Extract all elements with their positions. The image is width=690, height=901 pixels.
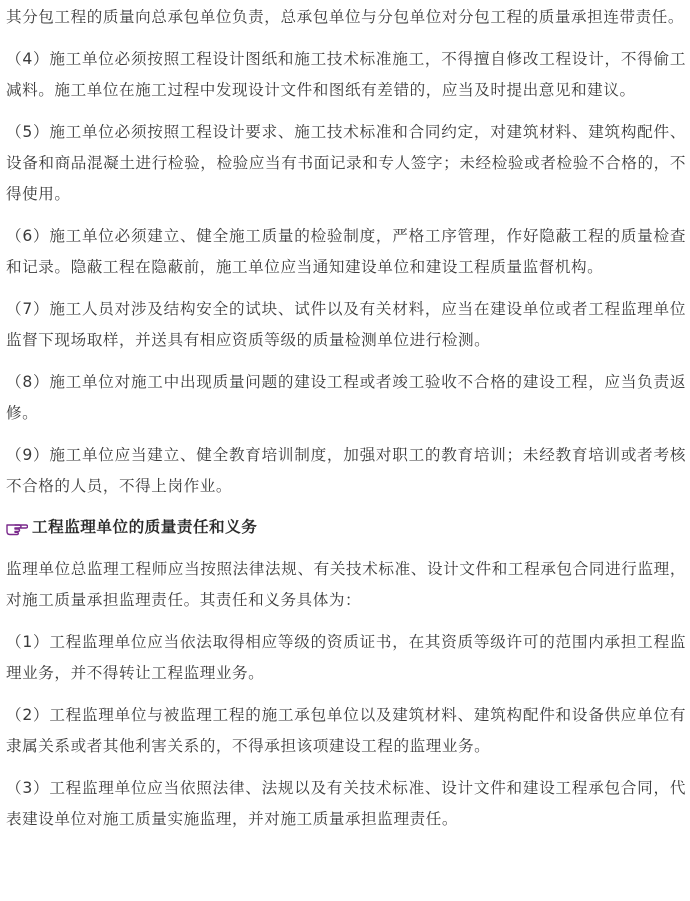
- paragraph-item-7: （7）施工人员对涉及结构安全的试块、试件以及有关材料，应当在建设单位或者工程监理单位监督下现场取样，并送具有相应资质等级的质量检测单位进行检测。: [6, 300, 686, 349]
- paragraph-item-6: （6）施工单位必须建立、健全施工质量的检验制度，严格工序管理，作好隐蔽工程的质量检查和记录。隐蔽工程在隐蔽前，施工单位应当通知建设单位和建设工程质量监督机构。: [6, 227, 686, 276]
- paragraph-item-9: （9）施工单位应当建立、健全教育培训制度，加强对职工的教育培训；未经教育培训或者考核不合格的人员，不得上岗作业。: [6, 446, 686, 495]
- paragraph-item-4: （4）施工单位必须按照工程设计图纸和施工技术标准施工，不得擅自修改工程设计，不得偷工减料。施工单位在施工过程中发现设计文件和图纸有差错的，应当及时提出意见和建议。: [6, 50, 686, 99]
- section-heading: [6, 512, 686, 543]
- section-heading-text: 工程监理单位的质量责任和义务: [32, 518, 258, 536]
- paragraph-intro: 监理单位总监理工程师应当按照法律法规、有关技术标准、设计文件和工程承包合同进行监理，对施工质量承担监理责任。其责任和义务具体为：: [6, 560, 686, 609]
- paragraph-supervision-1: （1）工程监理单位应当依法取得相应等级的资质证书，在其资质等级许可的范围内承担工程监理业务，并不得转让工程监理业务。: [6, 633, 686, 682]
- paragraph-item-5: （5）施工单位必须按照工程设计要求、施工技术标准和合同约定，对建筑材料、建筑构配件、设备和商品混凝土进行检验，检验应当有书面记录和专人签字；未经检验或者检验不合格的，不得使用。: [6, 123, 686, 203]
- paragraph-continuation: 其分包工程的质量向总承包单位负责，总承包单位与分包单位对分包工程的质量承担连带责任。: [6, 8, 685, 26]
- pointing-hand-icon: [6, 520, 28, 536]
- paragraph-supervision-2: （2）工程监理单位与被监理工程的施工承包单位以及建筑材料、建筑构配件和设备供应单位有隶属关系或者其他利害关系的，不得承担该项建设工程的监理业务。: [6, 706, 686, 755]
- paragraph-supervision-3: （3）工程监理单位应当依照法律、法规以及有关技术标准、设计文件和建设工程承包合同，代表建设单位对施工质量实施监理，并对施工质量承担监理责任。: [6, 779, 686, 828]
- paragraph-item-8: （8）施工单位对施工中出现质量问题的建设工程或者竣工验收不合格的建设工程，应当负责返修。: [6, 373, 686, 422]
